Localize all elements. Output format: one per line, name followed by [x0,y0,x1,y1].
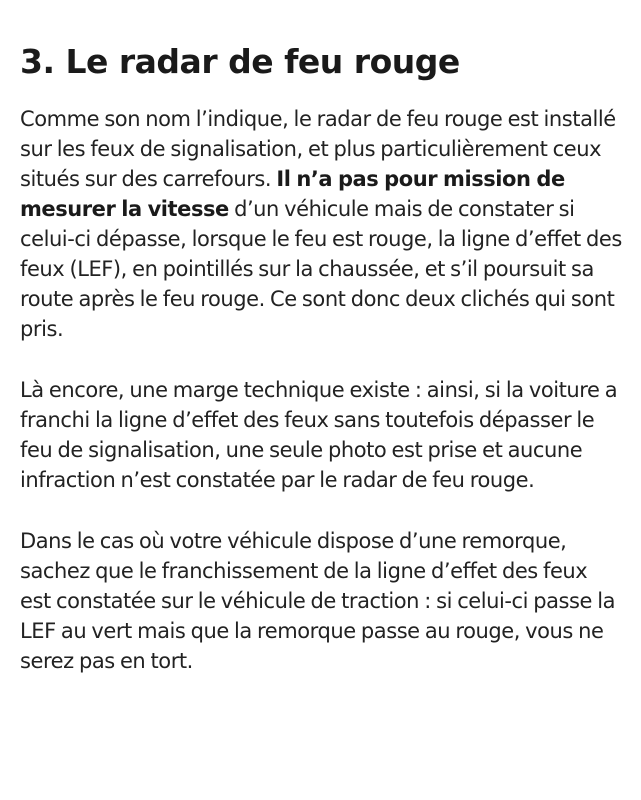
paragraph-1-bold-text: Il n’a pas pour mission de mesurer la vitesse [20,167,565,221]
paragraph-3: Dans le cas où votre véhicule dispose d’une remorque, sachez que le franchissement de la ligne d’effet des feux est constatée sur le véhicule de traction : si celui-ci passe la LEF au vert mais que la remorque passe au rouge, vous ne serez pas en tort. [20,529,615,673]
paragraph-2: Là encore, une marge technique existe : ainsi, si la voiture a franchi la ligne d’effet des feux sans toutefois dépasser le feu de signalisation, une seule photo est prise et aucune infraction n’est constatée par le radar de feu rouge. [20,378,618,492]
paragraph-1-text-end: d’un véhicule mais de constater si celui-ci dépasse, lorsque le feu est rouge, la ligne d’effet des feux (LEF), en pointillés sur la chaussée, et s’il poursuit sa route après le feu rouge. Ce sont donc deux clichés qui sont pris. [20,197,622,341]
paragraph-1-text-start: Comme son nom l’indique, le radar de feu rouge est installé sur les feux de signalisation, et plus particulièrement ceux situés sur des carrefours. [20,107,616,191]
paragraph-1 [20,104,623,344]
section-heading: 3. Le radar de feu rouge [20,42,460,81]
